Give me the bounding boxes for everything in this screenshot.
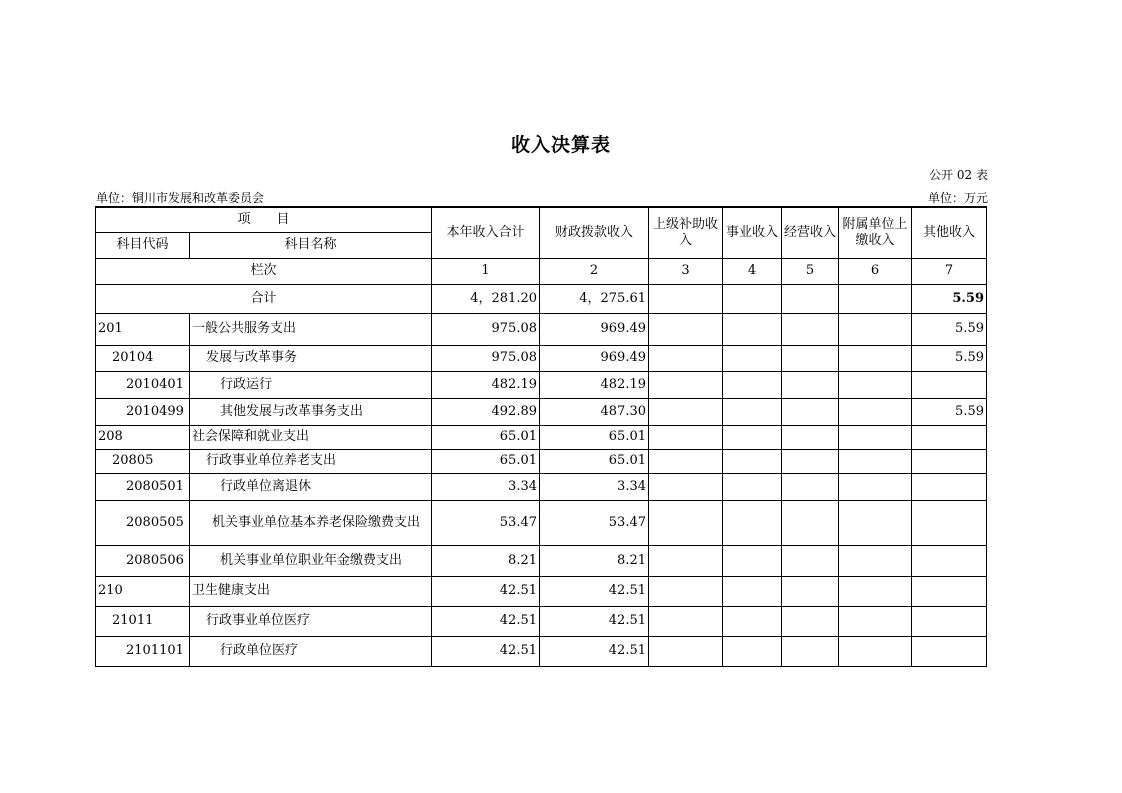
cell-total: 492.89 [432, 398, 540, 425]
cell-fiscal: 53.47 [540, 500, 649, 545]
empty-cell [839, 284, 912, 313]
empty-cell [839, 345, 912, 371]
empty-cell [649, 371, 723, 398]
table-row [96, 313, 987, 345]
empty-cell [649, 284, 723, 313]
subject-name: 发展与改革事务 [190, 345, 432, 371]
table-row [96, 545, 987, 576]
cell-fiscal: 8.21 [540, 545, 649, 576]
cell-total: 482.19 [432, 371, 540, 398]
subject-code: 20104 [96, 345, 190, 371]
empty-cell [649, 606, 723, 636]
cell-fiscal: 969.49 [540, 313, 649, 345]
subject-name: 行政单位离退休 [190, 473, 432, 500]
empty-cell [723, 425, 782, 449]
cell-total: 42.51 [432, 576, 540, 606]
cell-fiscal: 42.51 [540, 606, 649, 636]
subject-name: 行政运行 [190, 371, 432, 398]
column-label: 栏次 [96, 258, 432, 284]
subject-code: 2010499 [96, 398, 190, 425]
subject-name: 行政事业单位医疗 [190, 606, 432, 636]
subject-name: 其他发展与改革事务支出 [190, 398, 432, 425]
table-row [96, 500, 987, 545]
table-row [96, 345, 987, 371]
empty-cell [723, 371, 782, 398]
table-row [96, 606, 987, 636]
column-number: 2 [540, 258, 649, 284]
table-row [96, 473, 987, 500]
sum-other: 5.59 [912, 284, 987, 313]
column-number: 1 [432, 258, 540, 284]
cell-fiscal: 42.51 [540, 576, 649, 606]
cell-other [912, 545, 987, 576]
cell-total: 42.51 [432, 636, 540, 666]
subject-code: 2010401 [96, 371, 190, 398]
unit-money: 单位：万元 [927, 191, 988, 205]
empty-cell [782, 449, 839, 473]
empty-cell [723, 576, 782, 606]
cell-other [912, 473, 987, 500]
empty-cell [723, 636, 782, 666]
subject-name: 行政事业单位养老支出 [190, 449, 432, 473]
subject-name: 一般公共服务支出 [190, 313, 432, 345]
cell-fiscal: 969.49 [540, 345, 649, 371]
cell-other: 5.59 [912, 313, 987, 345]
column-number: 4 [723, 258, 782, 284]
cell-other [912, 576, 987, 606]
cell-total: 65.01 [432, 425, 540, 449]
header-other: 其他收入 [912, 207, 987, 258]
empty-cell [723, 606, 782, 636]
subject-name: 机关事业单位基本养老保险缴费支出 [190, 500, 432, 545]
subject-name: 行政单位医疗 [190, 636, 432, 666]
table-row [96, 398, 987, 425]
cell-other [912, 371, 987, 398]
header-total: 本年收入合计 [432, 207, 540, 258]
empty-cell [782, 473, 839, 500]
header-code: 科目代码 [96, 232, 190, 258]
empty-cell [782, 545, 839, 576]
cell-other [912, 636, 987, 666]
empty-cell [723, 313, 782, 345]
header-business: 事业收入 [723, 207, 782, 258]
cell-other [912, 425, 987, 449]
table-row [96, 636, 987, 666]
empty-cell [782, 284, 839, 313]
subject-code: 208 [96, 425, 190, 449]
empty-cell [839, 576, 912, 606]
cell-other [912, 500, 987, 545]
cell-fiscal: 65.01 [540, 425, 649, 449]
empty-cell [649, 473, 723, 500]
unit-organization: 单位：铜川市发展和改革委员会 [96, 191, 265, 205]
empty-cell [782, 576, 839, 606]
empty-cell [649, 500, 723, 545]
header-superior: 上级补助收入 [649, 207, 723, 258]
column-number: 7 [912, 258, 987, 284]
subject-code: 21011 [96, 606, 190, 636]
sum-total: 4，281.20 [432, 284, 540, 313]
empty-cell [723, 284, 782, 313]
subject-code: 2080506 [96, 545, 190, 576]
empty-cell [839, 313, 912, 345]
subject-code: 201 [96, 313, 190, 345]
empty-cell [782, 606, 839, 636]
empty-cell [782, 500, 839, 545]
subject-code: 210 [96, 576, 190, 606]
empty-cell [782, 371, 839, 398]
table-row [96, 371, 987, 398]
header-affiliated: 附属单位上缴收入 [839, 207, 912, 258]
column-number: 3 [649, 258, 723, 284]
cell-total: 53.47 [432, 500, 540, 545]
empty-cell [839, 545, 912, 576]
empty-cell [649, 313, 723, 345]
cell-other: 5.59 [912, 398, 987, 425]
cell-fiscal: 3.34 [540, 473, 649, 500]
empty-cell [649, 425, 723, 449]
empty-cell [649, 636, 723, 666]
header-operating: 经营收入 [782, 207, 839, 258]
header-row-1 [96, 207, 987, 232]
subject-code: 2080505 [96, 500, 190, 545]
header-fiscal: 财政拨款收入 [540, 207, 649, 258]
subject-code: 20805 [96, 449, 190, 473]
empty-cell [649, 398, 723, 425]
empty-cell [782, 636, 839, 666]
cell-other [912, 606, 987, 636]
cell-total: 975.08 [432, 345, 540, 371]
empty-cell [723, 398, 782, 425]
subject-name: 机关事业单位职业年金缴费支出 [190, 545, 432, 576]
column-number: 6 [839, 258, 912, 284]
page-title: 收入决算表 [510, 134, 611, 156]
income-table [95, 206, 987, 667]
column-number-row [96, 258, 987, 284]
empty-cell [723, 500, 782, 545]
empty-cell [839, 500, 912, 545]
empty-cell [839, 398, 912, 425]
subject-name: 卫生健康支出 [190, 576, 432, 606]
subject-name: 社会保障和就业支出 [190, 425, 432, 449]
form-code: 公开 02 表 [929, 168, 988, 182]
empty-cell [723, 545, 782, 576]
empty-cell [782, 398, 839, 425]
cell-total: 42.51 [432, 606, 540, 636]
sum-fiscal: 4，275.61 [540, 284, 649, 313]
subject-code: 2080501 [96, 473, 190, 500]
header-name: 科目名称 [190, 232, 432, 258]
sum-label: 合计 [96, 284, 432, 313]
empty-cell [723, 449, 782, 473]
empty-cell [839, 449, 912, 473]
column-number: 5 [782, 258, 839, 284]
empty-cell [649, 545, 723, 576]
cell-fiscal: 42.51 [540, 636, 649, 666]
subject-code: 2101101 [96, 636, 190, 666]
empty-cell [839, 371, 912, 398]
table-row [96, 449, 987, 473]
empty-cell [649, 576, 723, 606]
sum-row [96, 284, 987, 313]
table-row [96, 576, 987, 606]
cell-other: 5.59 [912, 345, 987, 371]
cell-fiscal: 65.01 [540, 449, 649, 473]
empty-cell [649, 449, 723, 473]
empty-cell [782, 313, 839, 345]
cell-total: 8.21 [432, 545, 540, 576]
empty-cell [839, 425, 912, 449]
empty-cell [723, 473, 782, 500]
cell-other [912, 449, 987, 473]
empty-cell [782, 345, 839, 371]
empty-cell [649, 345, 723, 371]
header-item: 项 目 [96, 207, 432, 232]
empty-cell [839, 606, 912, 636]
cell-total: 65.01 [432, 449, 540, 473]
table-row [96, 425, 987, 449]
empty-cell [839, 473, 912, 500]
cell-total: 975.08 [432, 313, 540, 345]
empty-cell [723, 345, 782, 371]
cell-total: 3.34 [432, 473, 540, 500]
cell-fiscal: 482.19 [540, 371, 649, 398]
cell-fiscal: 487.30 [540, 398, 649, 425]
empty-cell [839, 636, 912, 666]
empty-cell [782, 425, 839, 449]
